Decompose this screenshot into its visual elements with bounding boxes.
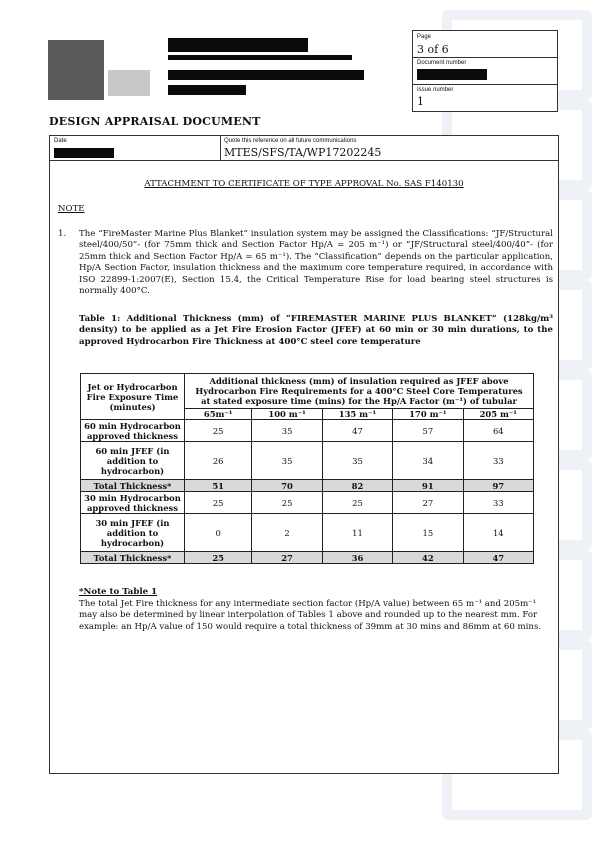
issue-number-label: Issue number [417,87,454,93]
row-label: 60 min JFEF (in addition to hydrocarbon) [81,442,185,480]
table-row [81,492,534,514]
table-cell: 47 [463,552,533,564]
row-label: Total Thickness* [81,552,185,564]
table-cell: 51 [185,480,252,492]
row-label: 60 min Hydrocarbon approved thickness [81,420,185,442]
table-row [81,420,534,442]
table-cell: 36 [322,552,392,564]
table-cell: 34 [393,442,463,480]
table-caption: Table 1: Additional Thickness (mm) of “FIREMASTER MARINE PLUS BLANKET” (128kg/m³ density) to be applied as a Jet Fire Erosion Factor (JFEF) at 60 min or 30 min durations, to the approved Hydrocarbon Fire Thickness at 400°C steel core temperature [79,314,553,347]
table-cell: 25 [252,492,322,514]
table-cell: 91 [393,480,463,492]
reference-row [49,135,559,161]
redacted-logo-text [108,70,150,96]
table-cell: 33 [463,492,533,514]
issue-number-value: 1 [417,95,424,108]
table-cell: 27 [393,492,463,514]
quote-reference-value: MTES/SFS/TA/WP17202245 [224,146,382,159]
table-cell: 57 [393,420,463,442]
table-cell: 27 [252,552,322,564]
redacted-address-1 [168,38,308,52]
table-note-text: The total Jet Fire thickness for any intermediate section factor (Hp/A value) between 65 m⁻¹ and 205m⁻¹ may also be determined by linear interpolation of Tables 1 above and rounded up to the nearest mm. For example: an Hp/A value of 150 would require a total thickness of 39mm at 30 mins and 86mm at 60 mins. [79,599,542,632]
date-label: Date [54,138,67,144]
column-header: 170 m⁻¹ [393,409,463,420]
table-row [81,480,534,492]
table-cell: 82 [322,480,392,492]
table-cell: 35 [252,420,322,442]
column-header: 100 m⁻¹ [252,409,322,420]
document-title: DESIGN APPRAISAL DOCUMENT [49,115,261,128]
table-corner-header: Jet or Hydrocarbon Fire Exposure Time (minutes) [81,374,185,420]
column-header: 135 m⁻¹ [322,409,392,420]
redacted-document-number [417,69,487,80]
quote-reference-label: Quote this reference on all future communications [224,138,357,144]
note-heading: NOTE [58,204,85,214]
redacted-address-4 [168,85,246,95]
page-value: 3 of 6 [417,43,449,56]
column-header: 65m⁻¹ [185,409,252,420]
table-cell: 14 [463,514,533,552]
table-span-header: Additional thickness (mm) of insulation required as JFEF above Hydrocarbon Fire Requirements for a 400°C Steel Core Temperatures at stated exposure time (mins) for the Hp/A Factor (m⁻¹) of tubular [185,374,534,409]
redacted-date [54,148,114,158]
row-label: 30 min Hydrocarbon approved thickness [81,492,185,514]
table-row [81,552,534,564]
table-note-heading: *Note to Table 1 [79,587,158,597]
table-cell: 25 [185,420,252,442]
table-cell: 25 [322,492,392,514]
item-number: 1. [58,229,67,239]
header-info-box [412,30,558,112]
table-cell: 42 [393,552,463,564]
table-cell: 25 [185,492,252,514]
table-cell: 26 [185,442,252,480]
redacted-logo [48,40,104,100]
column-header: 205 m⁻¹ [463,409,533,420]
table-cell: 64 [463,420,533,442]
table-cell: 25 [185,552,252,564]
table-cell: 97 [463,480,533,492]
jfef-thickness-table [80,373,534,564]
row-label: Total Thickness* [81,480,185,492]
table-cell: 15 [393,514,463,552]
page-label: Page [417,34,432,40]
table-row [81,442,534,480]
table-cell: 0 [185,514,252,552]
table-cell: 70 [252,480,322,492]
row-label: 30 min JFEF (in addition to hydrocarbon) [81,514,185,552]
document-number-label: Document number [417,60,467,66]
table-cell: 33 [463,442,533,480]
table-cell: 11 [322,514,392,552]
table-cell: 47 [322,420,392,442]
attachment-title: ATTACHMENT TO CERTIFICATE OF TYPE APPROVAL No. SAS F140130 [144,179,464,189]
table-cell: 35 [252,442,322,480]
classification-paragraph: The “FireMaster Marine Plus Blanket” insulation system may be assigned the Classifications: “JF/Structural steel/400/50”- (for 75mm thick and Section Factor Hp/A = 205 m⁻¹) or “JF/Structural steel/400/40”- (for 25mm thick and Section Factor Hp/A = 65 m⁻¹). The “Classification” depends on the particular application, Hp/A Section Factor, insulation thickness and the maximum core temperature required, in accordance with ISO 22899-1:2007(E), Section 15.4, the Critical Temperature Rise for load bearing steel structures is normally 400°C. [79,229,553,297]
redacted-address-2 [168,55,352,60]
table-cell: 35 [322,442,392,480]
attachment-content-box [49,160,559,774]
redacted-address-3 [168,70,364,80]
table-cell: 2 [252,514,322,552]
table-row [81,514,534,552]
